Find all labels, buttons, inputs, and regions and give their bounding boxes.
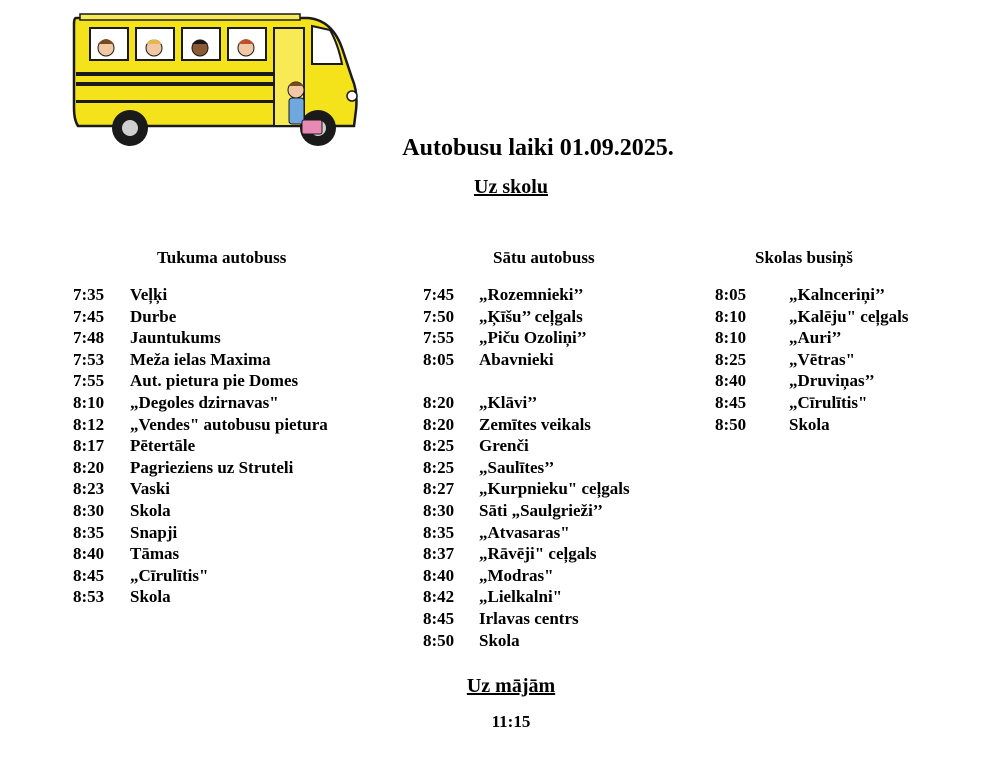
schedule-row xyxy=(715,370,908,392)
schedule-row xyxy=(423,500,630,522)
departure-time: 7:35 xyxy=(73,285,105,304)
departure-time: 7:55 xyxy=(73,371,105,391)
departure-time: 7:50 xyxy=(423,306,455,326)
home-departure-time: 11:15 xyxy=(491,712,531,731)
stop-name: Skola xyxy=(479,630,520,650)
departure-time: 8:42 xyxy=(423,587,455,607)
departure-time: 8:17 xyxy=(73,436,105,456)
schedule-row xyxy=(715,327,908,349)
schedule-row xyxy=(73,500,328,522)
row-gap xyxy=(423,370,630,392)
departure-time: 8:20 xyxy=(73,457,105,477)
schedule-row xyxy=(423,457,630,479)
schedule-row xyxy=(73,522,328,544)
route-stop-list xyxy=(73,284,328,608)
departure-time: 7:45 xyxy=(423,285,455,304)
schedule-row xyxy=(423,630,630,652)
route-stop-list xyxy=(423,392,630,651)
departure-time: 8:30 xyxy=(73,500,105,520)
departure-time: 8:25 xyxy=(715,349,747,369)
departure-time: 8:25 xyxy=(423,457,455,477)
schedule-row xyxy=(715,392,908,414)
stop-name: Grenči xyxy=(479,436,529,456)
schedule-row xyxy=(423,327,630,349)
route-column-skolas xyxy=(715,247,908,435)
stop-name: Tāmas xyxy=(130,544,180,564)
stop-name: „Atvasaras" xyxy=(479,522,570,542)
route-column-tukums xyxy=(73,247,328,608)
departure-time: 8:37 xyxy=(423,544,455,564)
route-stop-list xyxy=(715,284,908,435)
stop-name: Skola xyxy=(789,414,830,434)
stop-name: Pētertāle xyxy=(130,436,196,456)
home-heading: Uz mājām xyxy=(466,675,556,697)
stop-name: „Rāvēji" ceļgals xyxy=(479,544,597,564)
schedule-row xyxy=(73,370,328,392)
departure-time: 8:50 xyxy=(715,414,747,434)
route-column-satu xyxy=(423,247,630,651)
schedule-row xyxy=(423,586,630,608)
stop-name: „Modras" xyxy=(479,565,554,585)
stop-name: „Auri’’ xyxy=(789,328,842,348)
stop-name: Jauntukums xyxy=(130,328,221,348)
stop-name: „Kalēju" ceļgals xyxy=(789,306,909,326)
stop-name: „Saulītes’’ xyxy=(479,457,555,477)
schedule-row xyxy=(73,327,328,349)
schedule-row xyxy=(423,435,630,457)
to-school-heading: Uz skolu xyxy=(474,176,548,198)
departure-time: 7:55 xyxy=(423,328,455,348)
schedule-row xyxy=(73,349,328,371)
schedule-row xyxy=(423,392,630,414)
departure-time: 8:23 xyxy=(73,479,105,499)
schedule-row xyxy=(73,478,328,500)
schedule-row xyxy=(715,306,908,328)
departure-time: 7:48 xyxy=(73,328,105,348)
schedule-row xyxy=(73,543,328,565)
stop-name: Skola xyxy=(130,587,171,607)
schedule-row xyxy=(73,457,328,479)
departure-time: 8:20 xyxy=(423,414,455,434)
route-title: Skolas busiņš xyxy=(755,248,853,267)
stop-name: Aut. pietura pie Domes xyxy=(130,371,299,391)
schedule-row xyxy=(73,392,328,414)
schedule-row xyxy=(715,284,908,306)
page-title: Autobusu laiki 01.09.2025. xyxy=(402,135,674,161)
departure-time: 8:12 xyxy=(73,414,105,434)
stop-name: Veļķi xyxy=(130,285,168,304)
schedule-row xyxy=(423,522,630,544)
schedule-row xyxy=(73,565,328,587)
departure-time: 8:35 xyxy=(73,522,105,542)
departure-time: 8:10 xyxy=(73,392,105,412)
departure-time: 8:40 xyxy=(423,565,455,585)
route-title: Sātu autobuss xyxy=(493,248,595,267)
stop-name: „Druviņas’’ xyxy=(789,371,875,391)
stop-name: Snapji xyxy=(130,522,178,542)
stop-name: Irlavas centrs xyxy=(479,608,579,628)
schedule-row xyxy=(73,306,328,328)
departure-time: 8:27 xyxy=(423,479,455,499)
stop-name: Durbe xyxy=(130,306,177,326)
stop-name: Pagrieziens uz Struteli xyxy=(130,457,294,477)
stop-name: Vaski xyxy=(130,479,171,499)
route-stop-list xyxy=(423,284,630,370)
stop-name: „Lielkalni" xyxy=(479,587,563,607)
schedule-row xyxy=(73,284,328,306)
stop-name: „Rozemnieki’’ xyxy=(479,285,584,304)
departure-time: 7:45 xyxy=(73,306,105,326)
departure-time: 8:05 xyxy=(715,285,747,304)
departure-time: 8:25 xyxy=(423,436,455,456)
stop-name: „Cīrulītis" xyxy=(130,565,209,585)
stop-name: „Degoles dzirnavas" xyxy=(130,392,279,412)
schedule-row xyxy=(423,284,630,306)
stop-name: Sāti „Saulgrieži’’ xyxy=(479,500,603,520)
stop-name: Meža ielas Maxima xyxy=(130,349,271,369)
departure-time: 8:40 xyxy=(715,371,747,391)
departure-time: 8:45 xyxy=(715,392,747,412)
schedule-row xyxy=(73,435,328,457)
stop-name: „Ķīšu’’ ceļgals xyxy=(479,306,583,326)
departure-time: 8:45 xyxy=(73,565,105,585)
stop-name: „Kalnceriņi’’ xyxy=(789,285,885,304)
schedule-row xyxy=(715,414,908,436)
stop-name: „Vētras" xyxy=(789,349,856,369)
departure-time: 8:35 xyxy=(423,522,455,542)
departure-time: 8:30 xyxy=(423,500,455,520)
stop-name: „Piču Ozoliņi’’ xyxy=(479,328,587,348)
departure-time: 8:50 xyxy=(423,630,455,650)
departure-time: 8:53 xyxy=(73,587,105,607)
schedule-row xyxy=(423,414,630,436)
schedule-row xyxy=(73,586,328,608)
departure-time: 8:20 xyxy=(423,392,455,412)
schedule-row xyxy=(715,349,908,371)
departure-time: 7:53 xyxy=(73,349,105,369)
departure-time: 8:45 xyxy=(423,608,455,628)
schedule-row xyxy=(423,349,630,371)
schedule-row xyxy=(73,414,328,436)
stop-name: Skola xyxy=(130,500,171,520)
schedule-row xyxy=(423,543,630,565)
stop-name: Zemītes veikals xyxy=(479,414,591,434)
stop-name: Abavnieki xyxy=(479,349,554,369)
schedule-row xyxy=(423,478,630,500)
departure-time: 8:10 xyxy=(715,306,747,326)
stop-name: „Vendes" autobusu pietura xyxy=(130,414,328,434)
departure-time: 8:05 xyxy=(423,349,455,369)
stop-name: „Cīrulītis" xyxy=(789,392,868,412)
departure-time: 8:10 xyxy=(715,328,747,348)
stop-name: „Kurpnieku" ceļgals xyxy=(479,479,630,499)
departure-time: 8:40 xyxy=(73,544,105,564)
schedule-row xyxy=(423,306,630,328)
schedule-row xyxy=(423,565,630,587)
route-title: Tukuma autobuss xyxy=(157,248,287,267)
stop-name: „Klāvi’’ xyxy=(479,392,538,412)
schedule-row xyxy=(423,608,630,630)
